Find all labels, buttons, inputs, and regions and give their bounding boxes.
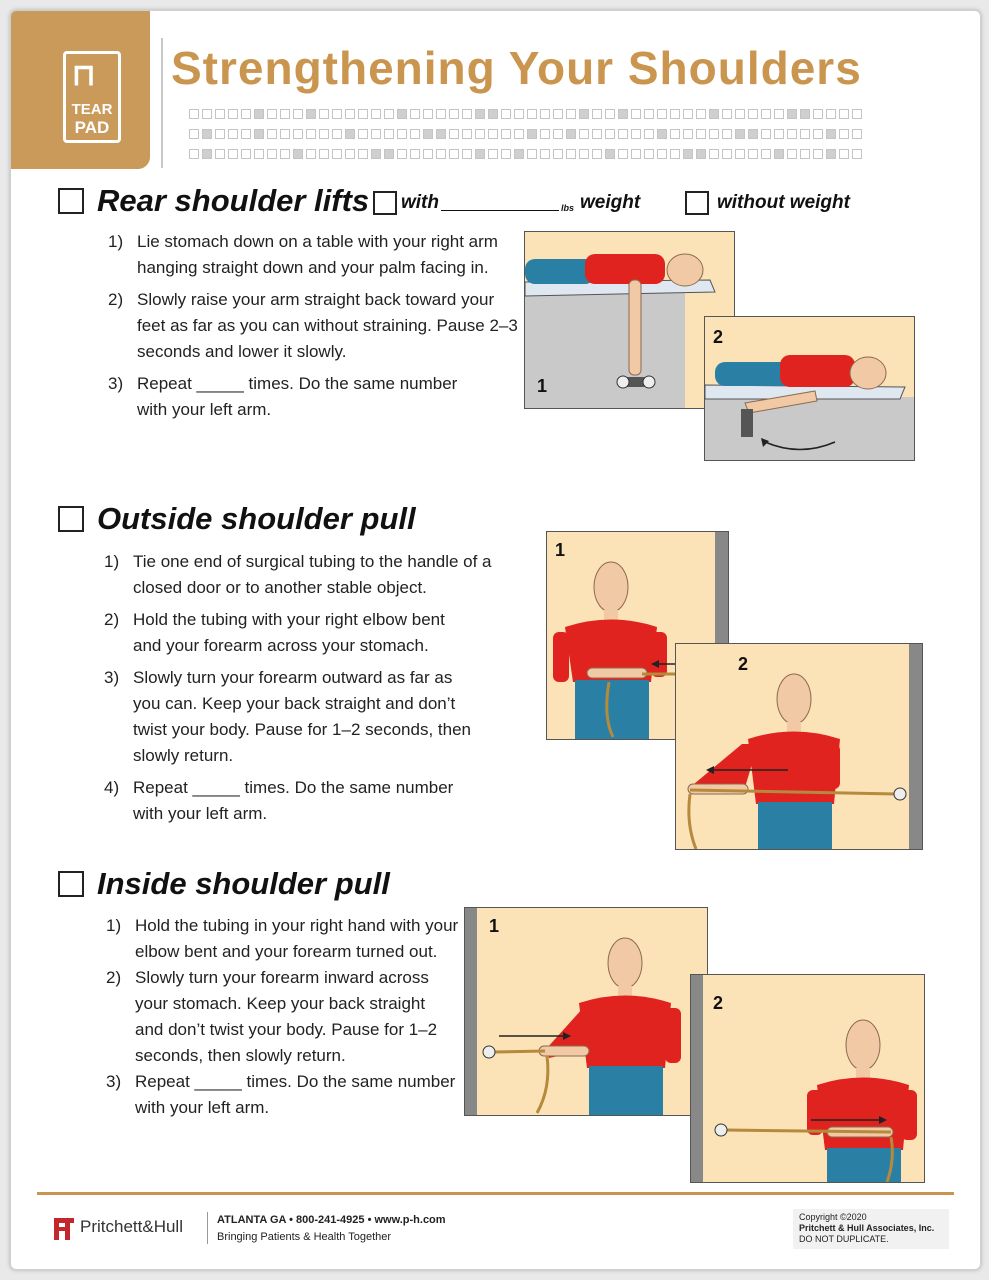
grid-dot bbox=[618, 109, 628, 119]
grid-dot bbox=[670, 129, 680, 139]
grid-dot bbox=[332, 129, 342, 139]
figure-number: 1 bbox=[555, 540, 566, 560]
grid-dot bbox=[761, 149, 771, 159]
grid-dot bbox=[319, 109, 329, 119]
grid-dot bbox=[709, 149, 719, 159]
step: 2) Slowly turn your forearm inward across your stomach. Keep your back straight and don’t twist your body. Pause for 1–2 seconds, then slowly return. bbox=[106, 968, 438, 1065]
grid-dot bbox=[852, 109, 862, 119]
grid-dot bbox=[202, 129, 212, 139]
grid-dot bbox=[358, 129, 368, 139]
grid-dot bbox=[553, 109, 563, 119]
grid-dot bbox=[657, 109, 667, 119]
figure-number: 2 bbox=[713, 993, 724, 1013]
grid-dot bbox=[592, 109, 602, 119]
grid-dot bbox=[462, 149, 472, 159]
step: 3) Slowly turn your forearm outward as far as you can. Keep your back straight and don’t twist your body. Pause for 1–2 seconds, then slowly return. bbox=[104, 668, 471, 765]
grid-dot bbox=[345, 109, 355, 119]
grid-dot bbox=[826, 129, 836, 139]
grid-dot bbox=[332, 149, 342, 159]
grid-dot bbox=[267, 149, 277, 159]
grid-dot bbox=[553, 129, 563, 139]
grid-dot bbox=[228, 149, 238, 159]
grid-dot bbox=[839, 109, 849, 119]
grid-dot bbox=[332, 109, 342, 119]
grid-dot bbox=[761, 129, 771, 139]
grid-dot bbox=[735, 109, 745, 119]
grid-dot bbox=[475, 109, 485, 119]
grid-dot bbox=[618, 129, 628, 139]
grid-dot bbox=[397, 109, 407, 119]
header-divider bbox=[161, 38, 163, 168]
grid-dot bbox=[605, 149, 615, 159]
rear-lifts-steps bbox=[101, 229, 521, 429]
step: 4) Repeat _____ times. Do the same number with your left arm. bbox=[104, 778, 454, 823]
grid-dot bbox=[735, 149, 745, 159]
grid-dot bbox=[644, 129, 654, 139]
grid-dot bbox=[228, 109, 238, 119]
grid-dot bbox=[358, 149, 368, 159]
grid-dot bbox=[215, 109, 225, 119]
grid-dot bbox=[722, 109, 732, 119]
grid-dot bbox=[631, 129, 641, 139]
grid-dot bbox=[605, 109, 615, 119]
grid-dot bbox=[189, 109, 199, 119]
grid-dot bbox=[501, 109, 511, 119]
grid-dot bbox=[592, 149, 602, 159]
weight-blank[interactable] bbox=[441, 196, 559, 211]
grid-dot bbox=[475, 129, 485, 139]
grid-dot bbox=[839, 129, 849, 139]
step: 2) Hold the tubing with your right elbow bent and your forearm across your stomach. bbox=[104, 610, 445, 655]
grid-dot bbox=[397, 129, 407, 139]
grid-dot bbox=[345, 129, 355, 139]
step: 2) Slowly raise your arm straight back toward your feet as far as you can without straining. Pause 2–3 seconds and lower it slowly. bbox=[108, 290, 518, 361]
grid-dot bbox=[410, 129, 420, 139]
inside-pull-figure-2 bbox=[690, 974, 925, 1183]
grid-dot bbox=[449, 149, 459, 159]
logo-line1: TEAR bbox=[71, 101, 113, 118]
grid-dot bbox=[618, 149, 628, 159]
grid-dot bbox=[488, 149, 498, 159]
footer-rule bbox=[37, 1192, 954, 1195]
grid-dot bbox=[709, 109, 719, 119]
grid-dot bbox=[540, 109, 550, 119]
tear-pad-logo bbox=[63, 51, 121, 143]
tagline: Bringing Patients & Health Together bbox=[217, 1231, 392, 1243]
grid-dot bbox=[462, 109, 472, 119]
grid-dot bbox=[306, 149, 316, 159]
grid-dot bbox=[722, 149, 732, 159]
grid-dot bbox=[579, 109, 589, 119]
grid-dot bbox=[683, 149, 693, 159]
step: 3) Repeat _____ times. Do the same number with your left arm. bbox=[106, 1072, 456, 1117]
section-outside-shoulder-pull-heading bbox=[58, 501, 416, 537]
grid-dot bbox=[202, 109, 212, 119]
grid-dot bbox=[462, 129, 472, 139]
grid-dot bbox=[683, 129, 693, 139]
with-weight-checkbox[interactable] bbox=[373, 191, 397, 215]
ph-logo-icon: ⊓ bbox=[72, 59, 96, 92]
figure-number: 2 bbox=[713, 327, 724, 347]
grid-dot bbox=[748, 149, 758, 159]
brand-name: Pritchett&Hull bbox=[80, 1217, 183, 1236]
grid-dot bbox=[527, 109, 537, 119]
standing-tubing-out-left-illustration bbox=[465, 908, 708, 1116]
outside-shoulder-pull-checkbox[interactable] bbox=[58, 506, 84, 532]
figure-number: 2 bbox=[738, 654, 749, 674]
grid-dot bbox=[501, 149, 511, 159]
without-weight-option: without weight bbox=[685, 191, 850, 215]
grid-dot bbox=[293, 129, 303, 139]
copyright-box: Copyright ©2020 Pritchett & Hull Associates, Inc. DO NOT DUPLICATE. bbox=[793, 1209, 949, 1249]
grid-dot bbox=[241, 129, 251, 139]
grid-dot bbox=[241, 149, 251, 159]
grid-dot bbox=[722, 129, 732, 139]
with-weight-option: with lbs weight bbox=[373, 191, 640, 215]
grid-dot bbox=[670, 149, 680, 159]
grid-dot bbox=[423, 149, 433, 159]
contact-line: ATLANTA GA • 800-241-4925 • www.p-h.com bbox=[217, 1214, 446, 1226]
grid-dot bbox=[566, 109, 576, 119]
grid-dot bbox=[774, 109, 784, 119]
grid-dot bbox=[384, 109, 394, 119]
grid-dot bbox=[527, 129, 537, 139]
footer bbox=[11, 1206, 980, 1256]
standing-tubing-across-left-illustration bbox=[691, 975, 925, 1183]
grid-dot bbox=[553, 149, 563, 159]
grid-dot bbox=[397, 149, 407, 159]
section-title: Inside shoulder pull bbox=[97, 866, 390, 901]
grid-dot bbox=[696, 109, 706, 119]
section-title: Outside shoulder pull bbox=[97, 501, 416, 536]
grid-dot bbox=[410, 109, 420, 119]
grid-dot bbox=[254, 149, 264, 159]
grid-dot bbox=[488, 109, 498, 119]
grid-dot bbox=[189, 149, 199, 159]
grid-dot bbox=[514, 129, 524, 139]
grid-dot bbox=[579, 129, 589, 139]
decorative-dot-grid bbox=[189, 109, 869, 169]
grid-dot bbox=[449, 109, 459, 119]
grid-dot bbox=[631, 109, 641, 119]
grid-dot bbox=[280, 149, 290, 159]
grid-dot bbox=[605, 129, 615, 139]
grid-dot bbox=[371, 109, 381, 119]
inside-shoulder-pull-checkbox[interactable] bbox=[58, 871, 84, 897]
section-title: Rear shoulder lifts bbox=[97, 183, 370, 218]
grid-dot bbox=[358, 109, 368, 119]
grid-dot bbox=[436, 129, 446, 139]
logo-line2: PAD bbox=[74, 118, 110, 137]
grid-dot bbox=[540, 129, 550, 139]
grid-dot bbox=[384, 129, 394, 139]
page-title: Strengthening Your Shoulders bbox=[171, 42, 862, 94]
section-rear-shoulder-lifts-heading bbox=[58, 183, 369, 219]
step: 1) Hold the tubing in your right hand with your elbow bent and your forearm turned out. bbox=[106, 916, 459, 961]
step: 3) Repeat _____ times. Do the same number with your left arm. bbox=[108, 374, 458, 419]
grid-dot bbox=[800, 109, 810, 119]
grid-dot bbox=[566, 129, 576, 139]
section-inside-shoulder-pull-heading bbox=[58, 866, 390, 902]
grid-dot bbox=[514, 109, 524, 119]
grid-dot bbox=[683, 109, 693, 119]
ph-logo-icon bbox=[54, 1214, 76, 1240]
grid-dot bbox=[306, 129, 316, 139]
grid-dot bbox=[280, 129, 290, 139]
standing-tubing-out-illustration bbox=[676, 644, 923, 850]
grid-dot bbox=[215, 129, 225, 139]
grid-dot bbox=[319, 149, 329, 159]
grid-dot bbox=[696, 149, 706, 159]
grid-dot bbox=[774, 149, 784, 159]
grid-dot bbox=[371, 129, 381, 139]
grid-dot bbox=[670, 109, 680, 119]
grid-dot bbox=[748, 109, 758, 119]
grid-dot bbox=[319, 129, 329, 139]
grid-dot bbox=[657, 129, 667, 139]
grid-dot bbox=[644, 109, 654, 119]
grid-dot bbox=[852, 129, 862, 139]
rear-lifts-figure-2 bbox=[704, 316, 915, 461]
grid-dot bbox=[787, 149, 797, 159]
step: 1) Lie stomach down on a table with your right arm hanging straight down and your palm facing in. bbox=[108, 232, 498, 277]
step: 1) Tie one end of surgical tubing to the handle of a closed door or to another stable object. bbox=[104, 552, 492, 597]
grid-dot bbox=[813, 109, 823, 119]
grid-dot bbox=[813, 129, 823, 139]
grid-dot bbox=[293, 109, 303, 119]
outside-pull-steps bbox=[97, 549, 527, 833]
grid-dot bbox=[631, 149, 641, 159]
grid-dot bbox=[267, 109, 277, 119]
grid-dot bbox=[527, 149, 537, 159]
grid-dot bbox=[254, 129, 264, 139]
grid-dot bbox=[423, 129, 433, 139]
prone-arm-raised-illustration bbox=[705, 317, 915, 461]
figure-number: 1 bbox=[537, 376, 548, 396]
outside-pull-figure-2 bbox=[675, 643, 923, 850]
grid-dot bbox=[761, 109, 771, 119]
grid-dot bbox=[748, 129, 758, 139]
grid-dot bbox=[423, 109, 433, 119]
footer-divider bbox=[207, 1212, 208, 1244]
grid-dot bbox=[774, 129, 784, 139]
grid-dot bbox=[800, 149, 810, 159]
grid-dot bbox=[709, 129, 719, 139]
grid-dot bbox=[436, 149, 446, 159]
grid-dot bbox=[514, 149, 524, 159]
grid-dot bbox=[449, 129, 459, 139]
grid-dot bbox=[189, 129, 199, 139]
grid-dot bbox=[371, 149, 381, 159]
grid-dot bbox=[826, 109, 836, 119]
grid-dot bbox=[592, 129, 602, 139]
grid-dot bbox=[540, 149, 550, 159]
grid-dot bbox=[657, 149, 667, 159]
grid-dot bbox=[579, 149, 589, 159]
grid-dot bbox=[345, 149, 355, 159]
grid-dot bbox=[501, 129, 511, 139]
handout-page bbox=[10, 10, 981, 1270]
grid-dot bbox=[241, 109, 251, 119]
grid-dot bbox=[696, 129, 706, 139]
grid-dot bbox=[735, 129, 745, 139]
figure-number: 1 bbox=[489, 916, 500, 936]
grid-dot bbox=[787, 109, 797, 119]
grid-dot bbox=[228, 129, 238, 139]
pritchett-hull-logo bbox=[54, 1214, 183, 1240]
grid-dot bbox=[254, 109, 264, 119]
grid-dot bbox=[306, 109, 316, 119]
without-weight-checkbox[interactable] bbox=[685, 191, 709, 215]
grid-dot bbox=[852, 149, 862, 159]
grid-dot bbox=[644, 149, 654, 159]
grid-dot bbox=[410, 149, 420, 159]
inside-pull-figure-1 bbox=[464, 907, 708, 1116]
grid-dot bbox=[800, 129, 810, 139]
grid-dot bbox=[202, 149, 212, 159]
grid-dot bbox=[293, 149, 303, 159]
grid-dot bbox=[826, 149, 836, 159]
grid-dot bbox=[436, 109, 446, 119]
grid-dot bbox=[566, 149, 576, 159]
grid-dot bbox=[475, 149, 485, 159]
grid-dot bbox=[215, 149, 225, 159]
grid-dot bbox=[384, 149, 394, 159]
grid-dot bbox=[267, 129, 277, 139]
rear-shoulder-lifts-checkbox[interactable] bbox=[58, 188, 84, 214]
grid-dot bbox=[280, 109, 290, 119]
grid-dot bbox=[488, 129, 498, 139]
grid-dot bbox=[839, 149, 849, 159]
grid-dot bbox=[813, 149, 823, 159]
grid-dot bbox=[787, 129, 797, 139]
tear-pad-tab bbox=[11, 11, 150, 169]
inside-pull-steps bbox=[99, 913, 469, 1127]
